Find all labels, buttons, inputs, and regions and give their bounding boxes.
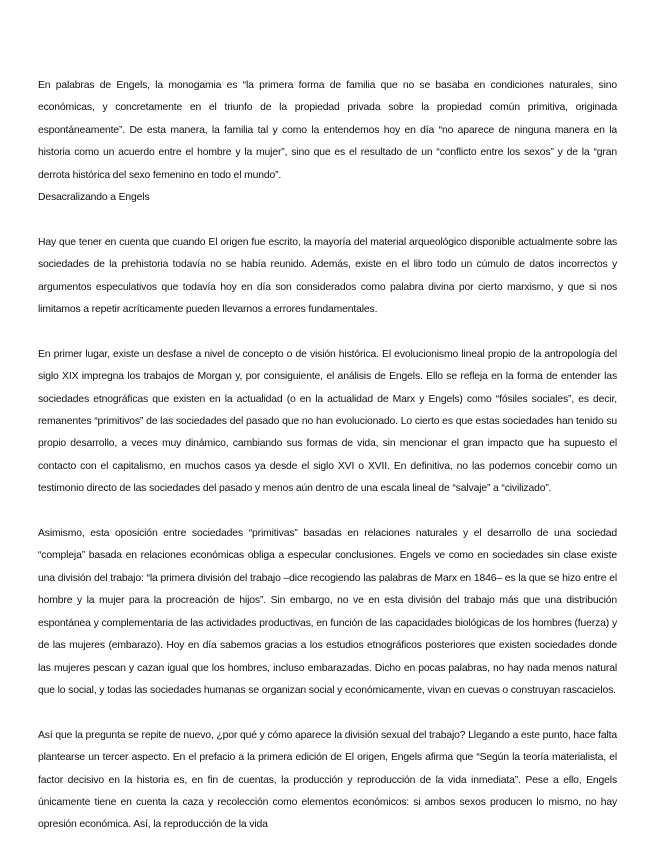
paragraph-1: Hay que tener en cuenta que cuando El origen fue escrito, la mayoría del material arqueológico disponible actualmente sobre las sociedades de la prehistoria todavía no se había reunido. Además, existe en el libro todo un cúmulo de datos incorrectos y argumentos especulativos que todavía hoy en día son considerados como palabra divina por cierto marxismo, y que si nos limitamos a repetir acríticamente pueden llevarnos a errores fundamentales.	[38, 236, 617, 316]
paragraph-3: Asimismo, esta oposición entre sociedades “primitivas” basadas en relaciones naturales y el desarrollo de una sociedad “compleja” basada en relaciones económicas obliga a especular conclusiones. Engels ve como en sociedades sin clase existe una división del trabajo: “la primera división del trabajo –dice recogiendo las palabras de Marx en 1846– es la que se hizo entre el hombre y la mujer para la procreación de hijos”. Sin embargo, no ve en esta división del trabajo más que una distribución espontánea y complementaria de las actividades productivas, en función de las capacidades biológicas de los hombres (fuerza) y de las mujeres (embarazo). Hoy en día sabemos gracias a los estudios etnográficos posteriores que existen sociedades donde las mujeres pescan y cazan igual que los hombres, incluso embarazadas. Dicho en pocas palabras, no hay nada menos natural que lo social, y todas las sociedades humanas se organizan social y económicamente, vivan en cuevas o construyan rascacielos.	[38, 528, 617, 696]
document-page	[38, 75, 617, 837]
intro-paragraph: En palabras de Engels, la monogamia es “la primera forma de familia que no se basaba en condiciones naturales, sino económicas, y concretamente en el triunfo de la propiedad privada sobre la propiedad común primitiva, originada espontáneamente”. De esta manera, la familia tal y como la entendemos hoy en día “no aparece de ninguna manera en la historia como un acuerdo entre el hombre y la mujer”, sino que es el resultado de un “conflicto entre los sexos” y de la “gran derrota histórica del sexo femenino en todo el mundo”.	[38, 80, 617, 181]
paragraph-4: Así que la pregunta se repite de nuevo, ¿por qué y cómo aparece la división sexual del trabajo? Llegando a este punto, hace falta plantearse un tercer aspecto. En el prefacio a la primera edición de El origen, Engels afirma que “Según la teoría materialista, el factor decisivo en la historia es, en fin de cuentas, la producción y reproducción de la vida inmediata”. Pese a ello, Engels únicamente tiene en cuenta la caza y recolección como elementos económicos: si ambos sexos producen lo mismo, no hay opresión económica. Así, la reproducción de la vida	[38, 729, 617, 831]
section-heading: Desacralizando a Engels	[38, 192, 150, 204]
paragraph-2: En primer lugar, existe un desfase a nivel de concepto o de visión histórica. El evolucionismo lineal propio de la antropología del siglo XIX impregna los trabajos de Morgan y, por consiguiente, el análisis de Engels. Ello se refleja en la forma de entender las sociedades etnográficas que existen en la actualidad (o en la actualidad de Marx y Engels) como “fósiles sociales”, es decir, remanentes “primitivos” de las sociedades del pasado que no han evolucionado. Lo cierto es que estas sociedades han tenido su propio desarrollo, a veces muy dinámico, cambiando sus formas de vida, sin mencionar el gran impacto que ha supuesto el contacto con el capitalismo, en muchos casos ya desde el siglo XVI o XVII. En definitiva, no las podemos concebir como un testimonio directo de las sociedades del pasado y menos aún dentro de una escala lineal de “salvaje” a “civilizado”.	[38, 348, 617, 495]
